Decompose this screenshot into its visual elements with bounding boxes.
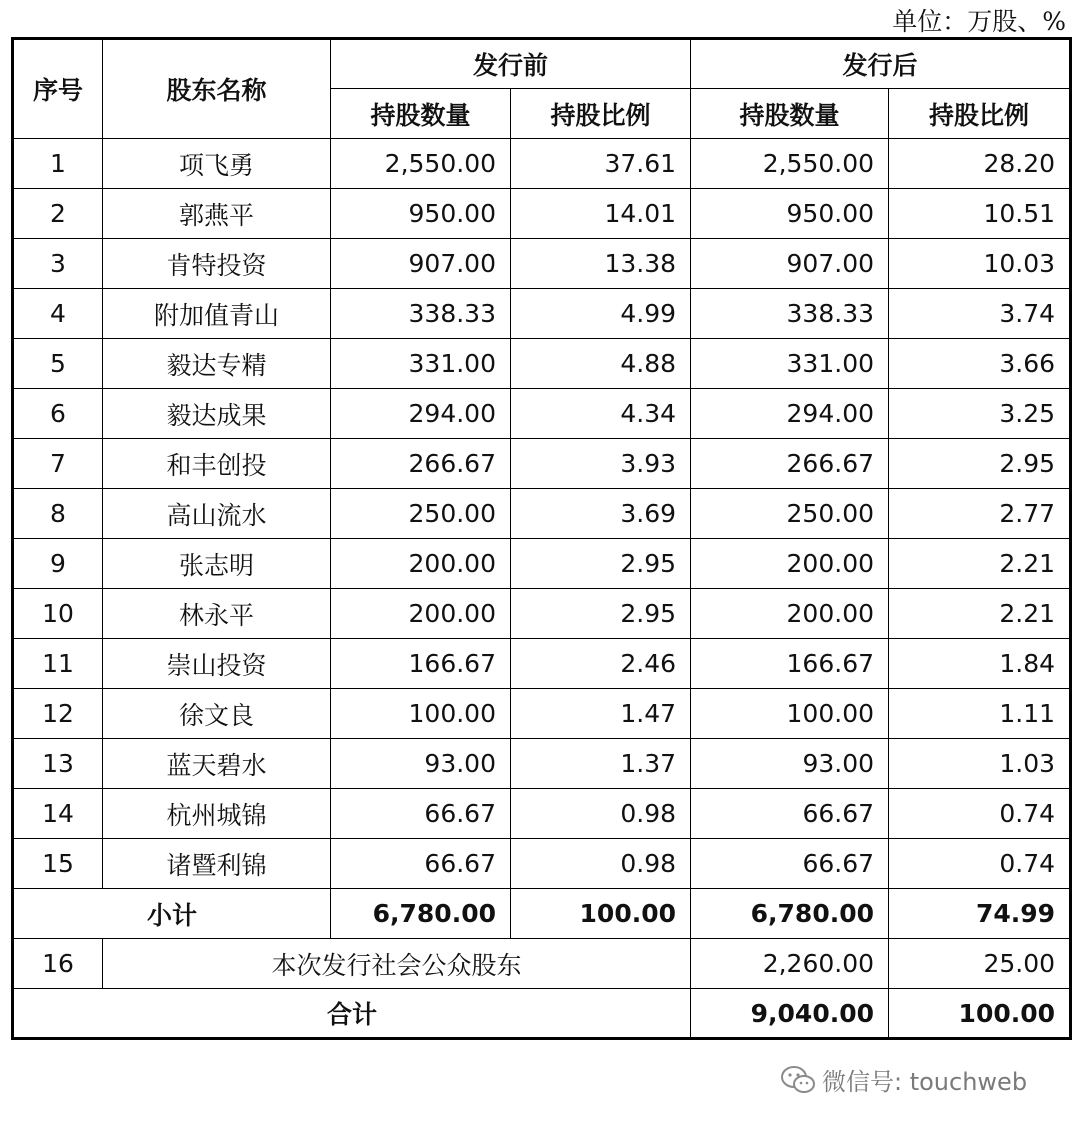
row-before-shares: 950.00 [331,189,511,239]
row-after-shares: 266.67 [691,439,889,489]
table-row [13,639,1071,689]
row-shareholder-name: 毅达成果 [103,389,331,439]
row-after-shares: 2,550.00 [691,139,889,189]
row-after-ratio: 3.66 [889,339,1071,389]
row-seq: 10 [13,589,103,639]
public-after-shares: 2,260.00 [691,939,889,989]
total-after-shares: 9,040.00 [691,989,889,1039]
public-after-ratio: 25.00 [889,939,1071,989]
table-row [13,689,1071,739]
unit-note: 单位：万股、% [892,7,1066,36]
row-before-shares: 907.00 [331,239,511,289]
table-row [13,239,1071,289]
row-shareholder-name: 附加值青山 [103,289,331,339]
row-shareholder-name: 和丰创投 [103,439,331,489]
public-seq: 16 [13,939,103,989]
shareholding-table [11,37,1072,1040]
row-before-shares: 2,550.00 [331,139,511,189]
row-seq: 7 [13,439,103,489]
row-after-shares: 250.00 [691,489,889,539]
row-before-ratio: 13.38 [511,239,691,289]
row-after-shares: 200.00 [691,539,889,589]
row-after-shares: 200.00 [691,589,889,639]
row-seq: 1 [13,139,103,189]
row-before-ratio: 0.98 [511,789,691,839]
row-shareholder-name: 崇山投资 [103,639,331,689]
header-after-shares: 持股数量 [691,89,889,139]
row-after-shares: 907.00 [691,239,889,289]
table-row [13,139,1071,189]
row-before-shares: 200.00 [331,589,511,639]
row-before-shares: 331.00 [331,339,511,389]
row-after-shares: 294.00 [691,389,889,439]
row-after-shares: 950.00 [691,189,889,239]
row-after-ratio: 1.11 [889,689,1071,739]
table-row [13,589,1071,639]
table-row [13,489,1071,539]
row-before-ratio: 4.99 [511,289,691,339]
row-after-ratio: 10.51 [889,189,1071,239]
row-before-shares: 250.00 [331,489,511,539]
header-after: 发行后 [691,39,1071,89]
row-after-shares: 166.67 [691,639,889,689]
row-seq: 6 [13,389,103,439]
row-shareholder-name: 徐文良 [103,689,331,739]
table-row [13,289,1071,339]
row-seq: 9 [13,539,103,589]
row-before-shares: 93.00 [331,739,511,789]
row-after-ratio: 2.21 [889,589,1071,639]
row-before-ratio: 37.61 [511,139,691,189]
wechat-icon [780,1065,816,1095]
header-after-ratio: 持股比例 [889,89,1071,139]
table-row [13,339,1071,389]
row-shareholder-name: 张志明 [103,539,331,589]
row-before-shares: 66.67 [331,789,511,839]
header-before-ratio: 持股比例 [511,89,691,139]
row-shareholder-name: 肯特投资 [103,239,331,289]
row-before-ratio: 3.93 [511,439,691,489]
row-before-ratio: 2.95 [511,589,691,639]
row-before-ratio: 1.37 [511,739,691,789]
row-before-shares: 166.67 [331,639,511,689]
public-label: 本次发行社会公众股东 [103,939,691,989]
table-row [13,389,1071,439]
row-before-shares: 294.00 [331,389,511,439]
row-before-ratio: 0.98 [511,839,691,889]
table-row [13,839,1071,889]
row-before-ratio: 2.46 [511,639,691,689]
row-seq: 12 [13,689,103,739]
row-before-ratio: 1.47 [511,689,691,739]
subtotal-row [13,889,1071,939]
row-shareholder-name: 诸暨利锦 [103,839,331,889]
subtotal-after-ratio: 74.99 [889,889,1071,939]
row-after-ratio: 1.84 [889,639,1071,689]
row-before-shares: 266.67 [331,439,511,489]
table-body [13,139,1071,889]
row-shareholder-name: 林永平 [103,589,331,639]
row-seq: 3 [13,239,103,289]
subtotal-after-shares: 6,780.00 [691,889,889,939]
row-before-shares: 100.00 [331,689,511,739]
row-after-shares: 93.00 [691,739,889,789]
row-after-ratio: 1.03 [889,739,1071,789]
row-shareholder-name: 郭燕平 [103,189,331,239]
row-seq: 2 [13,189,103,239]
row-before-ratio: 14.01 [511,189,691,239]
total-after-ratio: 100.00 [889,989,1071,1039]
row-after-shares: 66.67 [691,839,889,889]
subtotal-before-shares: 6,780.00 [331,889,511,939]
header-seq: 序号 [13,39,103,139]
row-seq: 11 [13,639,103,689]
row-seq: 13 [13,739,103,789]
row-after-ratio: 3.25 [889,389,1071,439]
row-seq: 4 [13,289,103,339]
row-after-shares: 100.00 [691,689,889,739]
public-shareholder-row [13,939,1071,989]
row-seq: 5 [13,339,103,389]
row-after-ratio: 2.77 [889,489,1071,539]
table-row [13,789,1071,839]
subtotal-label: 小计 [13,889,331,939]
row-seq: 14 [13,789,103,839]
row-before-ratio: 2.95 [511,539,691,589]
total-row [13,989,1071,1039]
row-before-shares: 338.33 [331,289,511,339]
row-after-ratio: 0.74 [889,789,1071,839]
row-before-ratio: 4.88 [511,339,691,389]
row-before-ratio: 4.34 [511,389,691,439]
row-shareholder-name: 项飞勇 [103,139,331,189]
row-after-ratio: 3.74 [889,289,1071,339]
row-seq: 8 [13,489,103,539]
row-after-ratio: 2.21 [889,539,1071,589]
subtotal-before-ratio: 100.00 [511,889,691,939]
row-after-ratio: 28.20 [889,139,1071,189]
header-before-shares: 持股数量 [331,89,511,139]
row-after-shares: 338.33 [691,289,889,339]
watermark-text: 微信号: touchweb [822,1068,1028,1096]
row-shareholder-name: 高山流水 [103,489,331,539]
row-before-shares: 66.67 [331,839,511,889]
table-row [13,539,1071,589]
row-seq: 15 [13,839,103,889]
row-after-shares: 331.00 [691,339,889,389]
table-row [13,439,1071,489]
row-after-shares: 66.67 [691,789,889,839]
row-after-ratio: 10.03 [889,239,1071,289]
row-before-shares: 200.00 [331,539,511,589]
row-shareholder-name: 蓝天碧水 [103,739,331,789]
total-label: 合计 [13,989,691,1039]
row-after-ratio: 2.95 [889,439,1071,489]
table-row [13,189,1071,239]
header-shareholder: 股东名称 [103,39,331,139]
row-after-ratio: 0.74 [889,839,1071,889]
table-row [13,739,1071,789]
watermark [780,1062,1027,1097]
row-shareholder-name: 杭州城锦 [103,789,331,839]
row-before-ratio: 3.69 [511,489,691,539]
header-before: 发行前 [331,39,691,89]
row-shareholder-name: 毅达专精 [103,339,331,389]
